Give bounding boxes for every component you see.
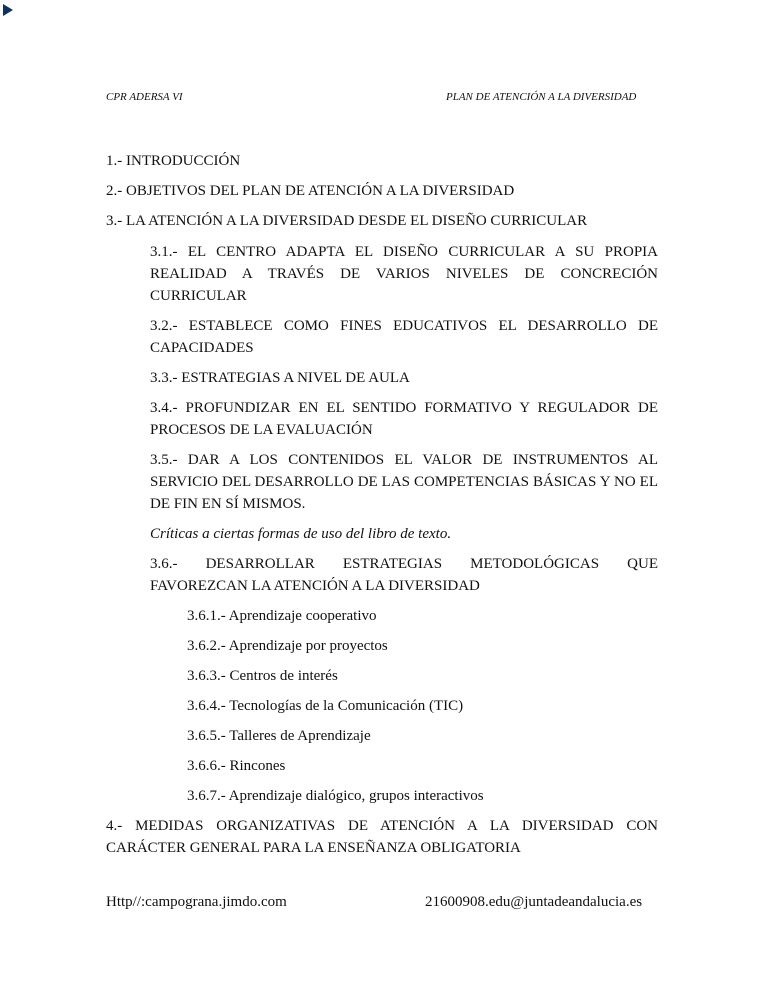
section-3: 3.- LA ATENCIÓN A LA DIVERSIDAD DESDE EL DISEÑO CURRICULAR <box>106 213 588 229</box>
header-left: CPR ADERSA VI <box>106 91 183 103</box>
subsection: 3.6.2.- Aprendizaje por proyectos <box>187 638 388 654</box>
subsection: 3.6.6.- Rincones <box>187 758 286 774</box>
play-arrow-icon[interactable] <box>3 4 13 16</box>
header-right: PLAN DE ATENCIÓN A LA DIVERSIDAD <box>446 91 637 103</box>
subsection: 3.6.7.- Aprendizaje dialógico, grupos interactivos <box>187 788 484 804</box>
subsection: 3.6.4.- Tecnologías de la Comunicación (TIC) <box>187 698 464 714</box>
section-3-1: 3.1.- EL CENTRO ADAPTA EL DISEÑO CURRICULAR A SU PROPIA REALIDAD A TRAVÉS DE VARIOS NIVELES DE CONCRECIÓN CURRICULAR <box>150 244 658 304</box>
section-3-6: 3.6.- DESARROLLAR ESTRATEGIAS METODOLÓGICAS QUE FAVOREZCAN LA ATENCIÓN A LA DIVERSIDAD <box>150 556 658 594</box>
subsection: 3.6.3.- Centros de interés <box>187 668 338 684</box>
subsection: 3.6.5.- Talleres de Aprendizaje <box>187 728 371 744</box>
note: Críticas a ciertas formas de uso del libro de texto. <box>150 526 452 542</box>
footer-email: 21600908.edu@juntadeandalucia.es <box>425 894 643 910</box>
section-3-2: 3.2.- ESTABLECE COMO FINES EDUCATIVOS EL DESARROLLO DE CAPACIDADES <box>150 318 658 356</box>
subsection: 3.6.1.- Aprendizaje cooperativo <box>187 608 377 624</box>
section-3-5: 3.5.- DAR A LOS CONTENIDOS EL VALOR DE INSTRUMENTOS AL SERVICIO DEL DESARROLLO DE LAS COMPETENCIAS BÁSICAS Y NO EL DE FIN EN SÍ MISMOS. <box>150 452 658 512</box>
section-3-3: 3.3.- ESTRATEGIAS A NIVEL DE AULA <box>150 370 410 386</box>
section-2: 2.- OBJETIVOS DEL PLAN DE ATENCIÓN A LA DIVERSIDAD <box>106 183 515 199</box>
section-4: 4.- MEDIDAS ORGANIZATIVAS DE ATENCIÓN A LA DIVERSIDAD CON CARÁCTER GENERAL PARA LA ENSEÑANZA OBLIGATORIA <box>106 818 658 856</box>
section-3-4: 3.4.- PROFUNDIZAR EN EL SENTIDO FORMATIVO Y REGULADOR DE PROCESOS DE LA EVALUACIÓN <box>150 400 658 438</box>
footer-website: Http//:campograna.jimdo.com <box>106 894 287 910</box>
section-1: 1.- INTRODUCCIÓN <box>106 153 241 169</box>
